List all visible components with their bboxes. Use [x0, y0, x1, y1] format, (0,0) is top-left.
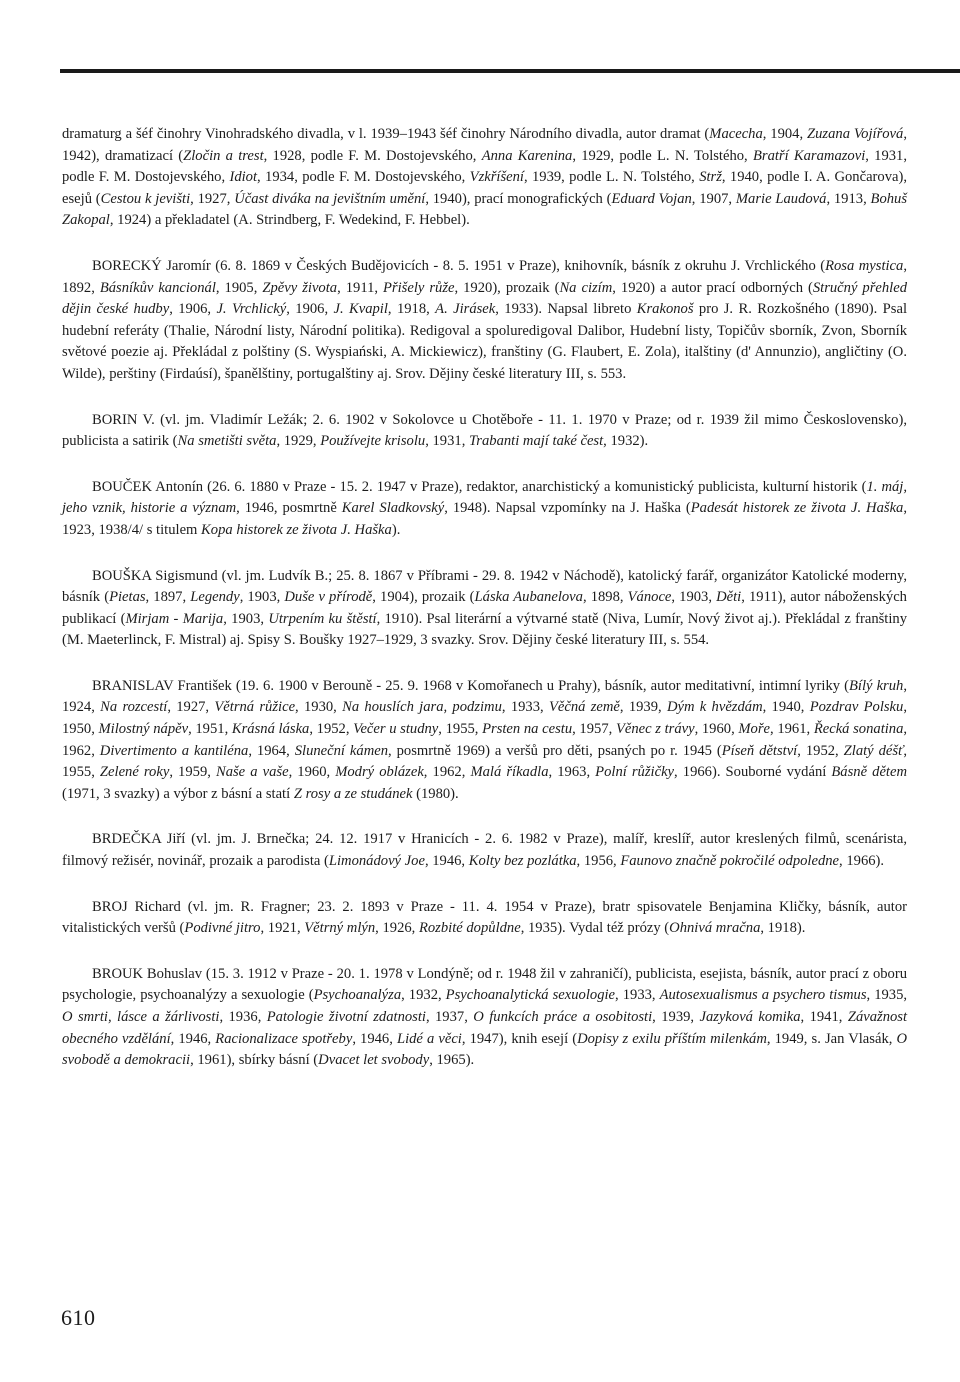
entry-text: , 1960, — [288, 764, 336, 781]
entry-text: , 1932, — [401, 987, 446, 1004]
work-title: Dvacet let svobody — [318, 1052, 430, 1069]
entry-text: , 1946, — [352, 1030, 397, 1047]
work-title: Na smetišti světa — [177, 433, 277, 450]
work-title: Eduard Vojan — [611, 190, 692, 207]
entry-text: , 1955, — [438, 721, 483, 738]
work-title: Bílý kruh — [848, 677, 904, 694]
entry-text: , 1962, — [423, 764, 471, 781]
work-title: Dým k hvězdám — [666, 699, 763, 716]
work-title: Milostný nápěv — [98, 721, 189, 738]
entry-text: , 1928, podle F. M. Dostojevského, — [263, 147, 482, 164]
work-title: Vzkříšení — [469, 169, 524, 186]
entry-text: , 1930, — [295, 699, 343, 716]
work-title: Strž — [699, 169, 722, 186]
entry-text: , 1966). Souborné vydání — [674, 764, 832, 781]
work-title: Věnec z trávy — [615, 721, 695, 738]
work-title: Vánoce — [627, 589, 672, 606]
entry-text: , 1939, podle L. N. Tolstého, — [523, 169, 700, 186]
work-title: Básníkův kancionál — [99, 279, 216, 296]
entry-text: , 1898, — [582, 589, 628, 606]
entry-text: BOUČEK Antonín (26. 6. 1880 v Praze - 15. 2. 1947 v Praze), redaktor, anarchistický a komunistický publicista, kulturní historik ( — [92, 478, 867, 495]
entry-text: , 1936, — [219, 1009, 267, 1025]
entry-text: , 1963, — [548, 764, 596, 781]
entry-text: , 1929, — [276, 433, 321, 450]
entry-text: dramaturg a šéf činohry Vinohradského divadla, v l. 1939–1943 šéf činohry Národního divadla, autor dramat ( — [62, 126, 710, 142]
entry-text: , 1949, s. Jan Vlasák, — [766, 1030, 897, 1047]
work-title: Racionalizace spotřeby — [215, 1030, 353, 1047]
entry-text: , 1932). — [603, 433, 649, 450]
work-title: Zlatý déšť — [843, 742, 904, 759]
work-title: Lidé a věci — [396, 1030, 462, 1047]
entry-text: , 1911), autor náboženských publikací ( — [62, 589, 907, 627]
entry-text: , 1961, — [770, 721, 814, 738]
work-title: Podivné jitro — [184, 920, 261, 937]
entry-text: , 1897, — [145, 589, 191, 606]
entry-text: , 1946, — [170, 1030, 216, 1047]
entry-brdecka — [62, 829, 907, 872]
entry-text: , 1940, podle I. A. Gončarova), esejů ( — [62, 169, 907, 207]
work-title: A. Jirásek — [435, 301, 496, 318]
work-title: Idiot — [229, 169, 258, 186]
work-title: Závažnost obecného vzdělání — [62, 1009, 908, 1047]
work-title: Děti — [716, 589, 742, 606]
work-title: Z rosy a ze studánek — [293, 785, 413, 802]
work-title: Trabanti mají také čest — [468, 433, 604, 450]
work-title: Patologie životní zdatnosti — [266, 1009, 426, 1025]
work-title: Jazyková komika — [699, 1009, 801, 1025]
entry-text: , 1940), prací monografických ( — [425, 190, 612, 207]
entry-text: BOUŠKA Sigismund (vl. jm. Ludvík B.; 25. 8. 1867 v Příbrami - 29. 8. 1942 v Náchodě), katolický farář, organizátor Katolické moderny, básník ( — [62, 567, 907, 606]
entry-text: , 1905, — [215, 279, 263, 296]
entry-text: , 1946, — [424, 853, 469, 870]
entry-text: , 1918, — [387, 301, 436, 318]
entry-text: , 1924) a překladatel (A. Strindberg, F. Wedekind, F. Hebbel). — [109, 212, 470, 229]
entry-text: , 1935). Vydal též prózy ( — [520, 920, 670, 937]
work-title: Sluneční kámen — [294, 742, 389, 759]
entry-branislav — [62, 676, 907, 806]
work-title: Používejte krisolu — [320, 433, 426, 450]
top-rule — [60, 69, 960, 73]
work-title: O smrti, lásce a žárlivosti — [62, 1009, 220, 1025]
entry-text: , 1955, — [62, 742, 908, 781]
work-title: Bratří Karamazovi — [752, 147, 866, 164]
work-title: Duše v přírodě — [284, 589, 373, 606]
work-title: J. Kvapil — [333, 301, 388, 318]
entry-text: , 1923, 1938/4/ s titulem — [62, 500, 907, 538]
entry-text: , 1927, — [190, 190, 235, 207]
entry-text: , 1933, — [501, 699, 549, 716]
entry-broj — [62, 897, 907, 940]
work-title: Utrpením ku štěstí — [268, 610, 377, 627]
entry-text: , 1921, — [260, 920, 305, 937]
work-title: Bohuš Zakopal — [62, 190, 908, 229]
work-title: Psychoanalýza — [313, 987, 402, 1004]
entry-text: pro J. R. Rozkošného (1890). Psal hudební referáty (Thalie, Národní listy, Národní politika). Redigoval a spoluredigoval Dalibor, Hudební listy, Topičův sborník, Zvon, Sborník světové poezie aj. Překládal z polštiny (S. Wyspiański, A. Mickiewicz), franštiny (G. Flaubert, E. Zola), italštiny (d' Annunzio), angličtiny (O. Wilde), perštiny (Firdaúsí), španělštiny, portugalštiny aj. Srov. Dějiny české literatury III, s. 553. — [62, 301, 908, 382]
entry-borecky — [62, 256, 907, 386]
entry-text: , 1948). Napsal vzpomínky na J. Haška ( — [444, 500, 691, 517]
work-title: Kopa historek ze života J. Haška — [201, 521, 392, 538]
entry-text: , 1937, — [425, 1009, 474, 1025]
work-title: Na rozcestí — [100, 699, 168, 716]
work-title: Kolty bez pozlátka — [468, 853, 577, 870]
work-title: Psychoanalytická sexuologie — [445, 987, 616, 1004]
entry-text: BROUK Bohuslav (15. 3. 1912 v Praze - 20. 1. 1978 v Londýně; od r. 1948 žil v zahraničí), publicista, esejista, básník, autor prací z oboru psychologie, psychoanalýzy a sexuologie ( — [62, 965, 907, 1004]
work-title: Anna Karenina — [481, 147, 573, 164]
work-title: Řecká sonatina — [813, 721, 904, 738]
work-title: Mirjam - Marija — [125, 610, 224, 627]
entry-continuation — [62, 124, 907, 232]
work-title: Věčná země — [548, 699, 620, 716]
work-title: Naše a vaše — [215, 764, 289, 781]
work-title: Karel Sladkovský — [341, 500, 445, 517]
entry-text: , 1903, — [671, 589, 717, 606]
entry-text: , 1910). Psal literární a výtvarné statě (Niva, Lumír, Nový život aj.). Překládal z franštiny (M. Maeterlinck, F. Mistral) aj. Spisy S. Boušky 1927–1929, 3 svazky. Srov. Dějiny české literatury III, s. 554. — [62, 610, 907, 649]
entry-text: , 1935, — [866, 987, 908, 1004]
work-title: Moře — [738, 721, 771, 738]
work-title: Píseň dětství — [721, 742, 798, 759]
work-title: Zelené roky — [99, 764, 170, 781]
entry-text: , 1957, — [572, 721, 616, 738]
entry-text: , 1965). — [429, 1052, 475, 1069]
work-title: Krásná láska — [231, 721, 310, 738]
work-title: Faunovo značně pokročilé odpoledne — [620, 853, 840, 870]
work-title: Rosa mystica — [825, 257, 904, 274]
page-number: 610 — [61, 1305, 96, 1330]
entry-text: , 1933). Napsal libreto — [495, 301, 637, 318]
work-title: Větrný mlýn — [304, 920, 376, 937]
work-title: Polní růžičky — [595, 764, 675, 781]
entry-text: , 1964, — [248, 742, 295, 759]
entry-text: , 1920), prozaik ( — [454, 279, 560, 296]
entry-text: , 1926, — [375, 920, 419, 937]
entry-text: , 1906, — [286, 301, 334, 318]
entry-text: , 1892, — [62, 257, 907, 296]
entry-text: , posmrtně 1969) a veršů pro děti, psaných po r. 1945 ( — [388, 742, 722, 759]
work-title: Modrý oblázek — [335, 764, 424, 781]
entry-text: , 1940, — [762, 699, 810, 716]
work-title: Zločin a trest — [183, 147, 264, 164]
entry-text: , 1952, — [797, 742, 844, 759]
work-title: Pietas — [109, 589, 146, 606]
entry-text: BRANISLAV František (19. 6. 1900 v Berouně - 25. 9. 1968 v Komořanech u Prahy), básník, autor meditativní, intimní lyriky ( — [92, 677, 849, 694]
work-title: J. Vrchlický — [216, 301, 287, 318]
work-title: Limonádový Joe — [328, 853, 425, 870]
entry-bouska — [62, 566, 907, 652]
entry-text: , 1952, — [309, 721, 354, 738]
entry-text: , 1939, — [652, 1009, 700, 1025]
entry-text: , 1941, — [800, 1009, 848, 1025]
entry-boucek — [62, 477, 907, 542]
entry-text: , 1904, — [762, 126, 808, 142]
work-title: Krakonoš — [636, 301, 694, 318]
entry-text: , 1903, — [223, 610, 269, 627]
entry-text: ). — [391, 521, 401, 538]
entry-text: BRDEČKA Jiří (vl. jm. J. Brnečka; 24. 12. 1917 v Hranicích - 2. 6. 1982 v Praze), malíř, kreslíř, autor kreslených filmů, scenárista, filmový režisér, novinář, prozaik a parodista ( — [62, 831, 907, 870]
entry-text: , 1906, — [169, 301, 217, 318]
entry-text: , 1962, — [62, 721, 908, 759]
entry-text: , 1918). — [760, 920, 806, 937]
entry-text: , 1931, — [425, 433, 469, 450]
work-title: Rozbité dopůldne — [418, 920, 521, 937]
work-title: 1. máj, jeho vznik, historie a význam — [62, 478, 907, 517]
encyclopedia-page-body — [62, 124, 907, 1096]
entry-text: , 1947), knih esejí ( — [461, 1030, 578, 1047]
entry-text: , 1913, — [826, 190, 871, 207]
entry-text: , 1961), sbírky básní ( — [190, 1052, 319, 1069]
work-title: Legendy — [190, 589, 240, 606]
entry-text: BORECKÝ Jaromír (6. 8. 1869 v Českých Budějovicích - 8. 5. 1951 v Praze), knihovník, básník z okruhu J. Vrchlického ( — [92, 257, 826, 274]
entry-text: , 1929, podle L. N. Tolstého, — [572, 147, 753, 164]
entry-text: , 1924, — [62, 677, 907, 716]
work-title: O funkcích práce a osobitosti — [473, 1009, 653, 1025]
entry-text: BORIN V. (vl. jm. Vladimír Ležák; 2. 6. 1902 v Sokolovce u Chotěboře - 11. 1. 1970 v Praze; od r. 1939 žil mimo Československo), publicista a satirik ( — [62, 411, 907, 450]
entry-text: , 1960, — [694, 721, 739, 738]
work-title: Zuzana Vojířová — [807, 126, 904, 142]
entry-text: , 1911, — [337, 279, 384, 296]
work-title: Větrná růžice — [214, 699, 296, 716]
entry-text: (1980). — [412, 785, 459, 802]
work-title: Ohnivá mračna — [669, 920, 761, 937]
entry-text: (1971, 3 svazky) a výbor z básní a statí — [62, 785, 294, 802]
entry-text: , 1934, podle F. M. Dostojevského, — [257, 169, 470, 186]
entry-brouk — [62, 964, 907, 1072]
entry-text: , 1959, — [169, 764, 216, 781]
work-title: Na houslích jara, podzimu — [342, 699, 502, 716]
work-title: Přišely růže — [383, 279, 455, 296]
entry-text: , 1956, — [576, 853, 621, 870]
work-title: Pozdrav Polsku — [809, 699, 904, 716]
work-title: Zpěvy života — [262, 279, 338, 296]
work-title: Prsten na cestu — [482, 721, 573, 738]
entry-text: , 1903, — [239, 589, 285, 606]
work-title: Stručný přehled dějin české hudby — [62, 279, 908, 318]
work-title: Padesát historek ze života J. Haška — [690, 500, 904, 517]
entry-text: , 1920) a autor prací odborných ( — [612, 279, 813, 296]
entry-text: , 1939, — [619, 699, 667, 716]
work-title: Divertimento a kantiléna — [99, 742, 249, 759]
work-title: Básně dětem — [831, 764, 907, 781]
entry-text: , 1950, — [62, 699, 907, 738]
entry-borin — [62, 410, 907, 453]
work-title: Dopisy z exilu příštím milenkám — [577, 1030, 767, 1047]
work-title: Účast diváka na jevištním umění — [234, 190, 426, 207]
entry-text: , 1907, — [691, 190, 736, 207]
work-title: Autosexualismus a psychero tismus — [659, 987, 867, 1004]
work-title: O svobodě a demokracii — [62, 1030, 908, 1069]
entry-text: , 1942), dramatizací ( — [62, 126, 907, 164]
work-title: Na cizím — [559, 279, 613, 296]
work-title: Macecha — [709, 126, 763, 142]
entry-text: , 1951, — [188, 721, 232, 738]
work-title: Večer u studny — [353, 721, 439, 738]
entry-text: , 1966). — [839, 853, 885, 870]
work-title: Láska Aubanelova — [474, 589, 583, 606]
entry-text: , 1927, — [167, 699, 215, 716]
entry-text: , 1933, — [615, 987, 660, 1004]
work-title: Cestou k jevišti — [100, 190, 191, 207]
entry-text: , 1946, posmrtně — [236, 500, 342, 517]
work-title: Marie Laudová — [735, 190, 827, 207]
work-title: Malá říkadla — [470, 764, 549, 781]
entry-text: , 1931, podle F. M. Dostojevského, — [62, 147, 908, 186]
entry-text: BROJ Richard (vl. jm. R. Fragner; 23. 2. 1893 v Praze - 11. 4. 1954 v Praze), bratr spisovatele Benjamina Kličky, básník, autor vitalistických veršů ( — [62, 898, 907, 937]
entry-text: , 1904), prozaik ( — [372, 589, 475, 606]
